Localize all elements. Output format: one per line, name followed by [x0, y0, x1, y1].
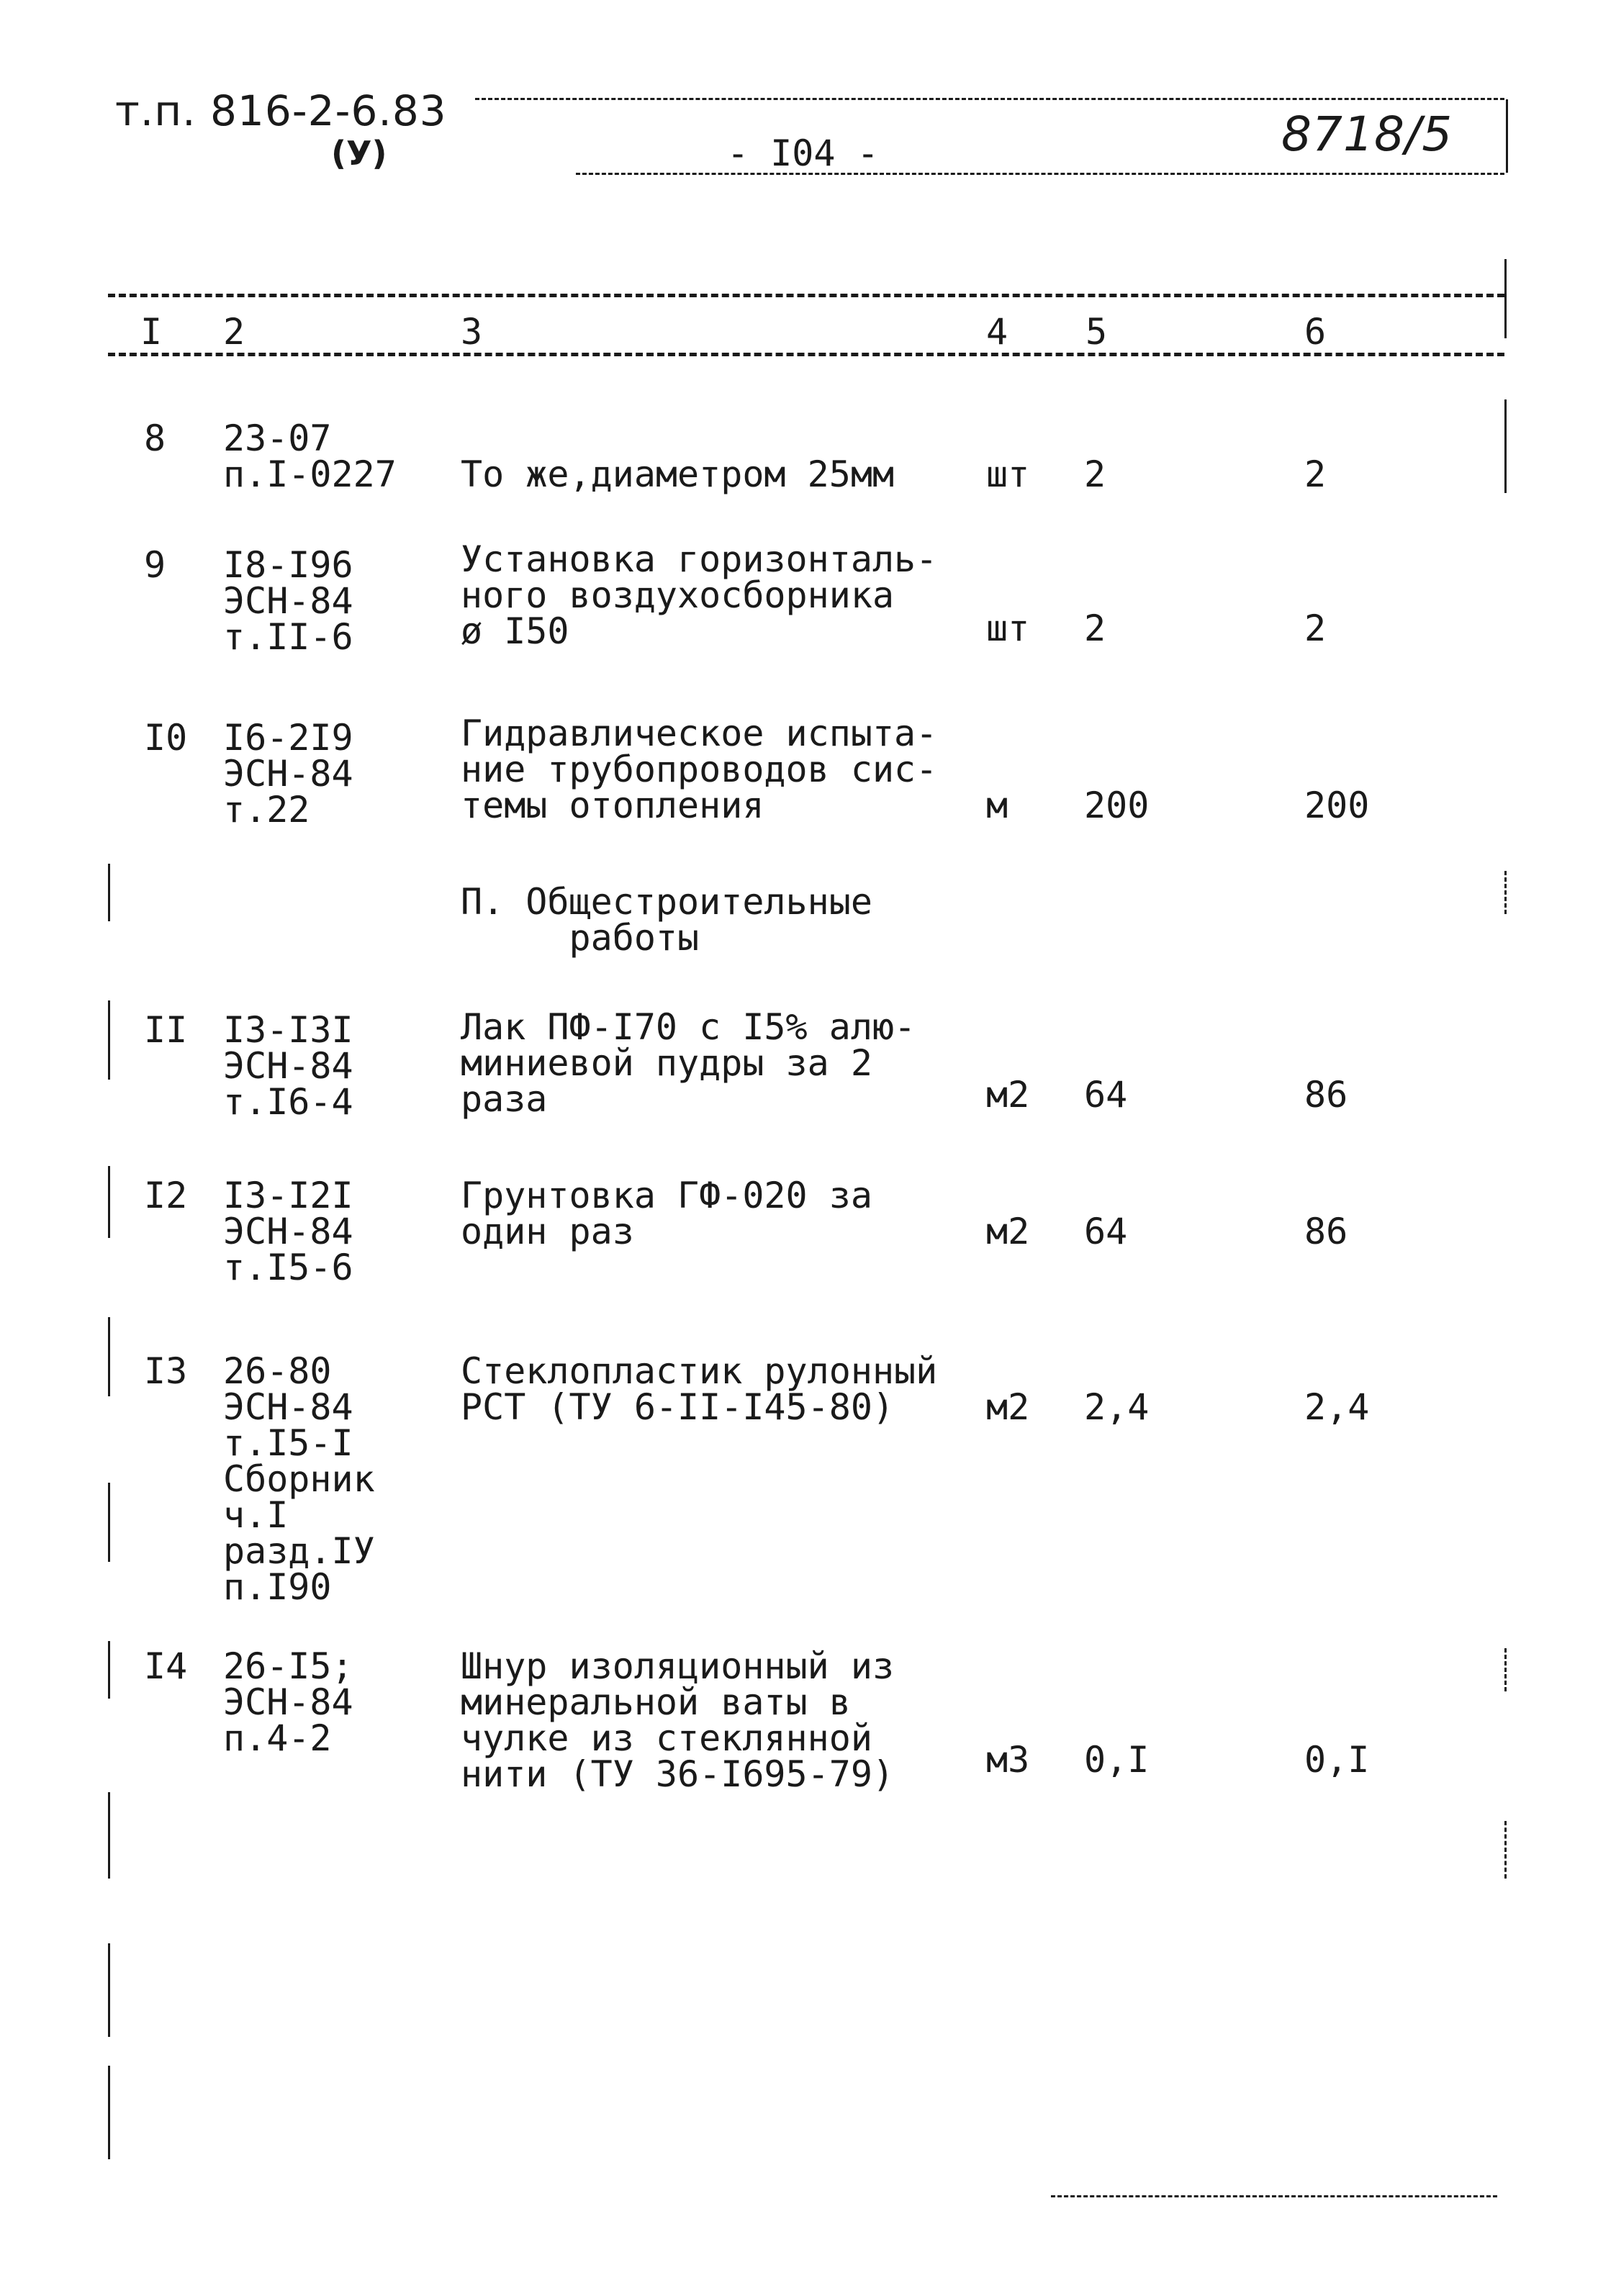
row-qty-5: 64	[1084, 1074, 1128, 1116]
margin-mark	[108, 1792, 110, 1879]
margin-mark	[108, 1483, 110, 1562]
row-code: I3-I3I ЭСН-84 т.I6-4	[223, 1009, 353, 1123]
row-unit: м2	[986, 1074, 1030, 1116]
row-description: Шнур изоляционный из минеральной ваты в чулке из стеклянной нити (ТУ 36-I695-79)	[461, 1645, 895, 1795]
row-qty-5: 2	[1084, 607, 1106, 649]
margin-mark	[108, 1166, 110, 1238]
header-bottom-rule	[576, 173, 1504, 175]
row-qty-5: 2,4	[1084, 1386, 1150, 1428]
row-qty-5: 200	[1084, 785, 1150, 826]
row-code: 23-07 п.I-0227	[223, 417, 397, 495]
margin-mark	[108, 864, 110, 921]
row-number: 8	[144, 417, 166, 459]
margin-mark	[1504, 871, 1507, 914]
margin-mark	[1504, 399, 1507, 493]
sheet-code: 8718/5	[1281, 107, 1453, 162]
row-description: Стеклопластик рулонный РСТ (ТУ 6-II-I45-80)	[461, 1350, 938, 1428]
sheet-box-edge	[1506, 99, 1508, 173]
col-header-3: 3	[461, 311, 483, 353]
row-number: I2	[144, 1175, 188, 1216]
table-header-rule	[108, 353, 1504, 356]
row-qty-6: 200	[1304, 785, 1370, 826]
row-qty-5: 2	[1084, 453, 1106, 495]
row-qty-6: 2,4	[1304, 1386, 1370, 1428]
row-qty-6: 86	[1304, 1074, 1348, 1116]
row-number: I0	[144, 717, 188, 759]
row-qty-6: 86	[1304, 1211, 1348, 1252]
row-unit: м3	[986, 1739, 1030, 1781]
margin-mark	[108, 1000, 110, 1080]
row-qty-5: 0,I	[1084, 1739, 1150, 1781]
row-unit: шт	[986, 453, 1030, 495]
row-description: Лак ПФ-I70 с I5% алю- миниевой пудры за 2 раза	[461, 1006, 916, 1120]
row-unit: м2	[986, 1211, 1030, 1252]
row-code: I3-I2I ЭСН-84 т.I5-6	[223, 1175, 353, 1288]
row-qty-5: 64	[1084, 1211, 1128, 1252]
row-description: Установка горизонталь- ного воздухосборника ø I50	[461, 538, 938, 652]
table-top-rule	[108, 294, 1504, 297]
row-description: Гидравлическое испыта- ние трубопроводов сис- темы отопления	[461, 713, 938, 826]
row-description: Грунтовка ГФ-020 за один раз	[461, 1175, 872, 1252]
project-suffix: (У)	[331, 134, 387, 173]
row-qty-6: 2	[1304, 607, 1327, 649]
col-header-4: 4	[986, 311, 1008, 353]
col-header-2: 2	[223, 311, 245, 353]
row-unit: шт	[986, 607, 1030, 649]
section-heading: П. Общестроительные работы	[461, 881, 872, 959]
header-top-rule	[475, 98, 1504, 100]
col-header-5: 5	[1085, 311, 1108, 353]
row-number: I4	[144, 1645, 188, 1687]
row-code: 26-I5; ЭСН-84 п.4-2	[223, 1645, 353, 1759]
row-unit: м2	[986, 1386, 1030, 1428]
row-qty-6: 2	[1304, 453, 1327, 495]
row-number: I3	[144, 1350, 188, 1392]
margin-mark	[108, 1317, 110, 1396]
page-number: - I04 -	[727, 132, 879, 174]
table-right-edge	[1504, 259, 1507, 338]
row-code: 26-80 ЭСН-84 т.I5-I Сборник ч.I разд.IУ п.I90	[223, 1350, 375, 1608]
margin-mark	[108, 1641, 110, 1699]
col-header-6: 6	[1304, 311, 1327, 353]
margin-mark	[1504, 1821, 1507, 1879]
row-qty-6: 0,I	[1304, 1739, 1370, 1781]
footer-rule	[1051, 2195, 1497, 2197]
row-code: I6-2I9 ЭСН-84 т.22	[223, 717, 353, 831]
row-number: II	[144, 1009, 188, 1051]
margin-mark	[108, 2066, 110, 2159]
row-code: I8-I96 ЭСН-84 т.II-6	[223, 544, 353, 658]
project-code: т.п. 816-2-6.83	[115, 86, 447, 135]
margin-mark	[108, 1943, 110, 2037]
row-description: То же,диаметром 25мм	[461, 453, 895, 495]
row-unit: м	[986, 785, 1008, 826]
row-number: 9	[144, 544, 166, 586]
col-header-1: I	[140, 311, 163, 353]
margin-mark	[1504, 1648, 1507, 1691]
